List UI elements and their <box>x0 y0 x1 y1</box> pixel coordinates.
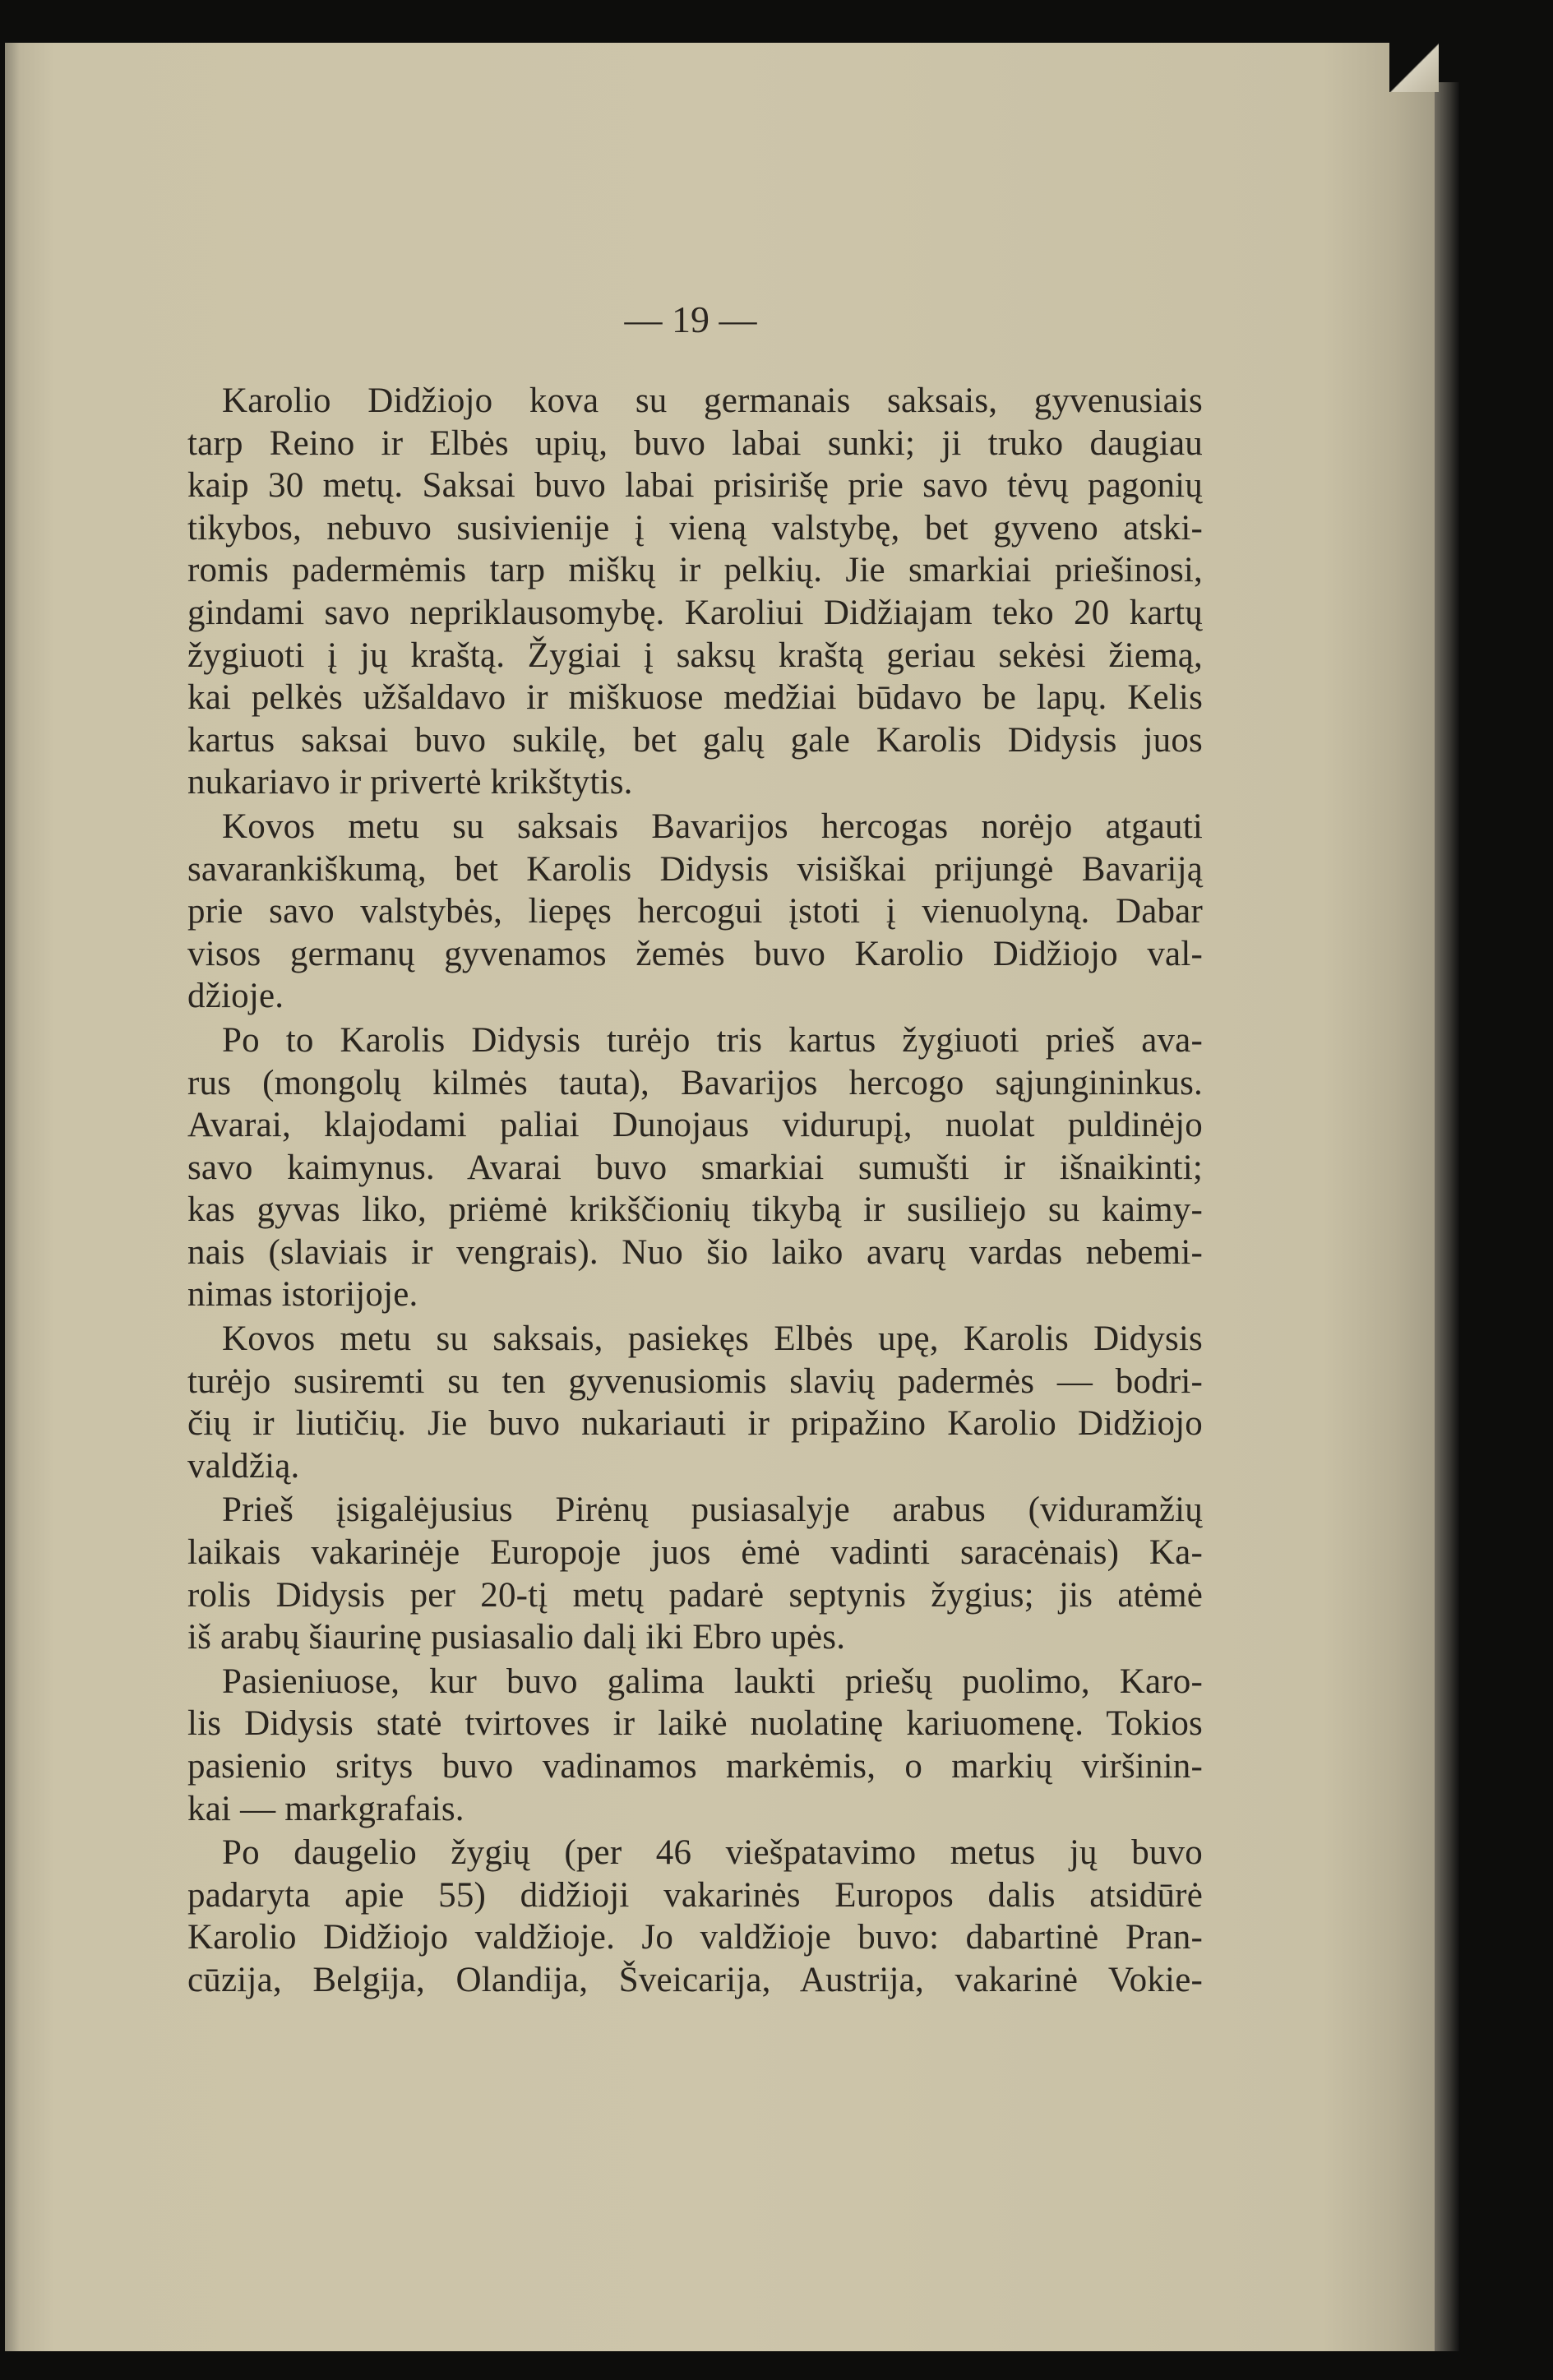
page-number: — 19 — <box>624 298 757 340</box>
body-text <box>187 380 1203 2003</box>
text-line: tarp Reino ir Elbės upių, buvo labai sunki; ji truko daugiau <box>187 423 1203 463</box>
text-line: Karolio Didžiojo kova su germanais saksais, gyvenusiais <box>222 381 1203 420</box>
text-line: padaryta apie 55) didžioji vakarinės Europos dalis atsidūrė <box>187 1875 1203 1915</box>
text-line: valdžią. <box>187 1446 300 1486</box>
paragraph <box>187 1318 1203 1487</box>
text-line: nukariavo ir privertė krikštytis. <box>187 763 633 802</box>
paragraph <box>187 806 1203 1018</box>
text-line: kaip 30 metų. Saksai buvo labai prisirišę prie savo tėvų pagonių <box>187 466 1203 506</box>
text-line: laikais vakarinėje Europoje juos ėmė vadinti saracėnais) Ka- <box>187 1533 1203 1573</box>
text-line: nais (slaviais ir vengrais). Nuo šio laiko avarų vardas nebemi- <box>187 1232 1203 1272</box>
text-line: čių ir liutičių. Jie buvo nukariauti ir pripažino Karolio Didžiojo <box>187 1404 1203 1444</box>
text-line: kai — markgrafais. <box>187 1789 465 1828</box>
text-line: gindami savo nepriklausomybę. Karoliui Didžiajam teko 20 kartų <box>187 593 1203 632</box>
text-line: cūzija, Belgija, Olandija, Šveicarija, Austrija, vakarinė Vokie- <box>187 1960 1203 1999</box>
paragraph <box>187 1832 1203 2001</box>
text-line: visos germanų gyvenamos žemės buvo Karolio Didžiojo val- <box>187 934 1203 973</box>
text-line: turėjo susiremti su ten gyvenusiomis slavių padermės — bodri- <box>187 1361 1203 1401</box>
text-line: Prieš įsigalėjusius Pirėnų pusiasalyje arabus (viduramžių <box>222 1490 1203 1530</box>
text-line: Po to Karolis Didysis turėjo tris kartus žygiuoti prieš ava- <box>222 1020 1203 1060</box>
text-line: savarankiškumą, bet Karolis Didysis visiškai prijungė Bavariją <box>187 849 1203 889</box>
text-line: tikybos, nebuvo susivienije į vieną valstybę, bet gyveno atski- <box>187 508 1203 548</box>
text-line: savo kaimynus. Avarai buvo smarkiai sumušti ir išnaikinti; <box>187 1148 1203 1187</box>
text-line: Kovos metu su saksais Bavarijos hercogas norėjo atgauti <box>222 806 1203 846</box>
text-line: romis padermėmis tarp miškų ir pelkių. Jie smarkiai priešinosi, <box>187 551 1203 590</box>
text-line: pasienio sritys buvo vadinamos markėmis, o markių viršinin- <box>187 1747 1203 1786</box>
text-line: Po daugelio žygių (per 46 viešpatavimo metus jų buvo <box>222 1833 1203 1873</box>
text-line: kartus saksai buvo sukilę, bet galų gale Karolis Didysis juos <box>187 720 1203 760</box>
page-edge <box>1435 82 1459 2351</box>
text-line: rolis Didysis per 20-tį metų padarė septynis žygius; jis atėmė <box>187 1575 1203 1615</box>
text-line: Kovos metu su saksais, pasiekęs Elbės upę, Karolis Didysis <box>222 1319 1203 1359</box>
text-line: prie savo valstybės, liepęs hercogui įstoti į vienuolyną. Dabar <box>187 892 1203 931</box>
text-line: kas gyvas liko, priėmė krikščionių tikybą ir susiliejo su kaimy- <box>187 1190 1203 1230</box>
text-line: džioje. <box>187 977 284 1016</box>
text-line: lis Didysis statė tvirtoves ir laikė nuolatinę kariuomenę. Tokios <box>187 1704 1203 1744</box>
text-line: nimas istorijoje. <box>187 1275 418 1315</box>
text-line: žygiuoti į jų kraštą. Žygiai į saksų kraštą geriau sekėsi žiemą, <box>187 635 1203 675</box>
paragraph <box>187 1489 1203 1658</box>
text-line: Pasieniuose, kur buvo galima laukti priešų puolimo, Karo- <box>222 1661 1203 1701</box>
text-line: kai pelkės užšaldavo ir miškuose medžiai būdavo be lapų. Kelis <box>187 678 1203 718</box>
text-line: iš arabų šiaurinę pusiasalio dalį iki Ebro upės. <box>187 1618 846 1657</box>
text-line: Avarai, klajodami paliai Dunojaus vidurupį, nuolat puldinėjo <box>187 1106 1203 1145</box>
paragraph <box>187 380 1203 804</box>
text-line: Karolio Didžiojo valdžioje. Jo valdžioje buvo: dabartinė Pran- <box>187 1918 1203 1957</box>
paragraph <box>187 1019 1203 1316</box>
page-corner-fold <box>1389 43 1439 92</box>
text-line: rus (mongolų kilmės tauta), Bavarijos hercogo sąjungininkus. <box>187 1063 1203 1102</box>
paragraph <box>187 1661 1203 1830</box>
